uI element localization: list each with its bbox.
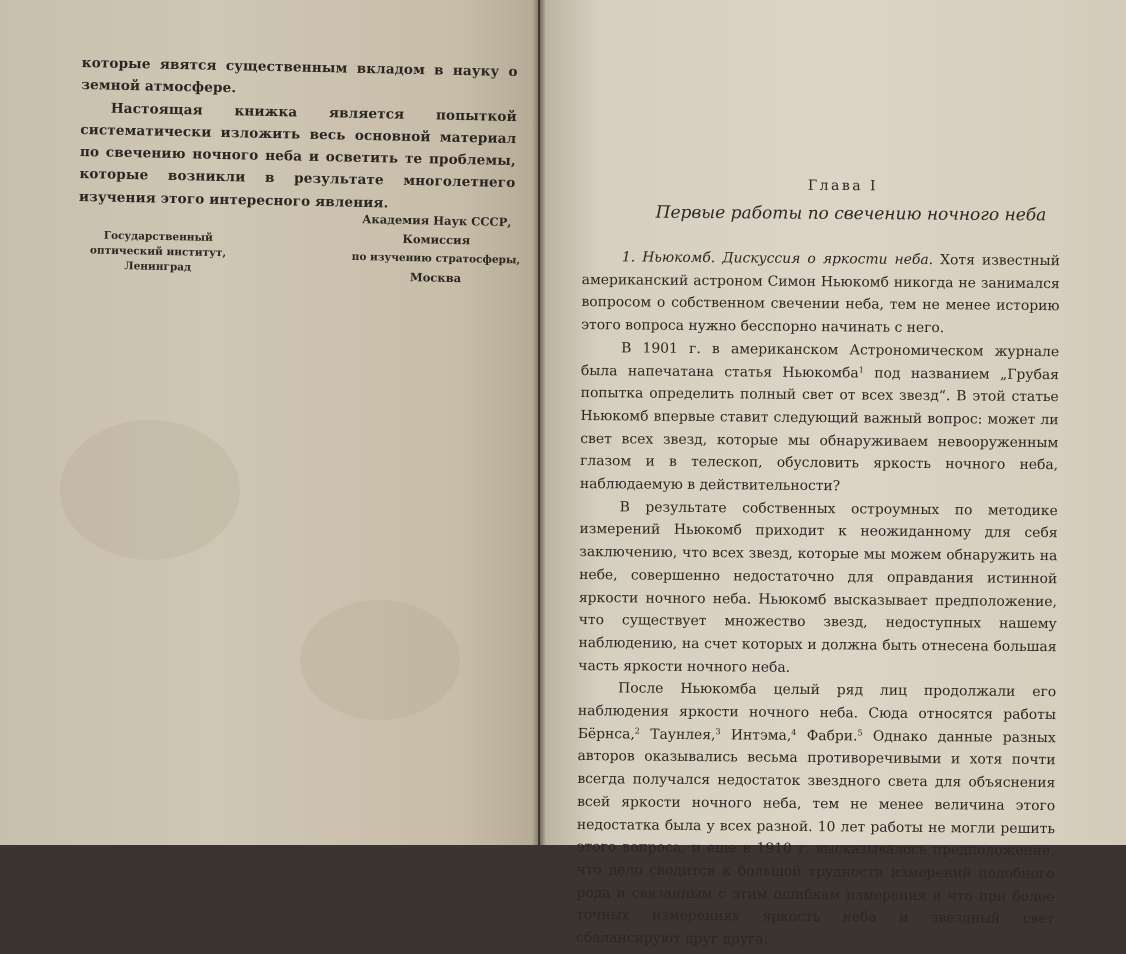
- section-paragraph-4: После Ньюкомба целый ряд лиц продолжали его наблюдения яркости ночного неба. Сюда относятся работы Бёрнса,$^2$ Таунлея,$^3$ Интэма,$^4$ Фабри.$^5$ Однако данные разных авторов оказывались весьма противоречивыми и хотя почти всегда получался недостаток звездного света для объяснения всей яркости ночного неба, тем не менее величина этого недостатка была у всех разной. 10 лет работы не могли решить этого вопроса, и еще в 1910 г. высказывалось предположение, что дело сводится к большой трудности измерений подобного рода и связанным с этим ошибкам измерения и что при более точных измерениях яркость неба и звездный свет сбалансируют друг друга.: [575, 680, 1057, 948]
- section-paragraph-1: 1. Ньюкомб. Дискуссия о яркости неба. Хотя известный американский астроном Симон Ньюкомб никогда не занимался вопросом о собственном свечении неба, тем не менее историю этого вопроса нужно бесспорно начинать с него.: [581, 249, 1060, 337]
- footnote-ref-1: 1: [858, 364, 864, 374]
- signature-institute: Государственный оптический институт, Ленинград: [89, 229, 227, 274]
- section-paragraph-3: В результате собственных остроумных по методике измерений Ньюкомб приходит к неожиданному для себя заключению, что всех звезд, которые мы можем обнаружить на небе, совершенно недостаточно для оправдания истинной яркости ночного неба. Ньюкомб высказывает предположение, что существует множество звезд, недоступных нашему наблюдению, на счет которых и должна быть отнесена большая часть яркости ночного неба.: [578, 499, 1058, 676]
- book-gutter: [532, 0, 546, 845]
- footnote-ref-3: 3: [715, 726, 721, 736]
- section-heading: 1. Ньюкомб. Дискуссия о яркости неба.: [621, 249, 934, 269]
- chapter-label: Глава I: [807, 177, 879, 195]
- right-page-text: [576, 246, 1060, 954]
- left-paragraph-intro: Настоящая книжка является попыткой систематически изложить весь основной материал по свечению ночного неба и осветить те проблемы, которые возникли в результате многолетнего изучения этого интересного явления.: [78, 100, 517, 212]
- chapter-title: Первые работы по свечению ночного неба: [655, 202, 1047, 226]
- footnote-ref-2: 2: [634, 726, 640, 736]
- right-page: [540, 0, 1126, 948]
- signatures: [70, 204, 530, 294]
- left-page-text: [79, 52, 518, 217]
- footnote-ref-4: 4: [791, 727, 797, 737]
- left-page: [0, 0, 538, 845]
- signature-academy: Академия Наук СССР, Комиссия по изучению стратосферы, Москва: [351, 212, 521, 286]
- footnote-ref-5: 5: [857, 728, 863, 738]
- section-paragraph-2: В 1901 г. в американском Астрономическом журнале была напечатана статья Ньюкомба$^1$ под названием „Грубая попытка определить полный свет от всех звезд“. В этой статье Ньюкомб впервые ставит следующий важный вопрос: может ли свет всех звезд, которые мы обнаруживаем невооруженным глазом и в телескоп, обусловить яркость ночного неба, наблюдаемую в действительности?: [579, 340, 1060, 495]
- left-paragraph-continuation: которые явятся существенным вкладом в науку о земной атмосфере.: [81, 54, 518, 97]
